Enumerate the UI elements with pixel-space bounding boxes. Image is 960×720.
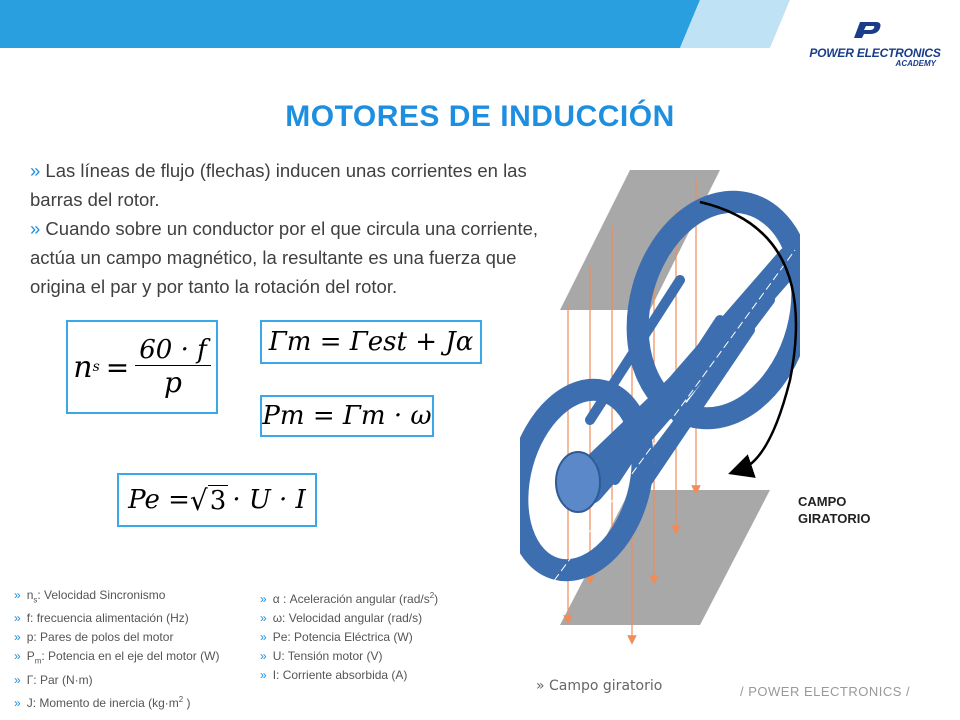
bullet-marker: » [14,649,21,664]
legend-text: U: Tensión motor (V) [272,649,383,663]
bullet-marker: » [14,630,21,645]
bullet-marker: » [30,160,41,181]
legend-item [14,628,264,647]
rotor-diagram [520,160,800,660]
legend-rest: : Potencia en el eje del motor (W) [41,649,220,664]
formula-ns-fraction [135,335,211,399]
brand-logo [800,18,950,74]
legend-item [14,671,264,690]
formula-ns-lhs: n [73,349,93,385]
legend-text: P [26,649,35,664]
legend-item [14,690,264,713]
legend-item [260,647,490,666]
legend-text: f: frecuencia alimentación (Hz) [26,611,189,626]
diagram-label: CAMPO GIRATORIO [798,494,871,526]
bullet-marker: » [260,649,267,663]
formula-synchronous-speed [66,320,218,414]
slide-caption: » Campo giratorio [536,678,663,694]
legend-item [14,609,264,628]
bullet-marker: » [260,611,267,625]
legend-text: α : Aceleración angular (rad/s [272,592,430,606]
paragraph-1-text: Las líneas de flujo (flechas) inducen unas corrientes en las barras del rotor. [30,160,527,210]
formula-ns-eq: = [105,350,130,384]
legend-text: J: Momento de inercia (kg·m [26,695,179,710]
bullet-marker: » [260,630,267,644]
legend-sup: 2 [178,694,184,704]
legend-sub: s [33,595,38,605]
legend-sub: m [34,656,42,666]
formula-pe-root: 3 [209,485,227,516]
bullet-marker: » [14,588,21,602]
body-text [30,156,545,301]
bullet-marker: » [14,672,21,687]
legend-text: Pe: Potencia Eléctrica (W) [272,630,413,644]
legend-item [260,609,490,628]
legend-rest: : Velocidad Sincronismo [37,588,166,602]
legend-item [260,666,490,685]
footer-brand: / POWER ELECTRONICS / [740,684,911,699]
legend-item [14,647,264,670]
legend-rest: ) [183,695,191,710]
legend-sup: 2 [429,591,435,600]
formula-ns-sub: s [92,359,100,375]
legend-item [260,586,490,609]
formula-ns-numerator: 60 · f [135,335,211,366]
paragraph-2 [30,214,545,301]
legend-text: p: Pares de polos del motor [26,630,174,645]
formula-ns-denominator: p [164,366,182,399]
legend-text: ω: Velocidad angular (rad/s) [272,611,423,625]
formula-torque: Γm = Γest + Jα [260,320,482,364]
sqrt-icon: √ [189,483,208,517]
formula-pe-lhs: Pe = [128,485,190,515]
legend-item [14,586,264,609]
bullet-marker: » [30,218,41,239]
legend-text: Γ: Par (N·m) [26,672,93,687]
formula-pe-rest: · U · I [232,485,306,515]
legend-text: n [26,588,34,602]
bullet-marker: » [260,668,267,682]
legend-item [260,628,490,647]
bullet-marker: » [260,592,267,606]
legend-right [260,586,490,685]
legend-text: I: Corriente absorbida (A) [272,668,408,682]
legend-rest: ) [434,592,439,606]
shaft-end [556,452,600,512]
legend-left [14,586,264,713]
paragraph-1 [30,156,545,214]
brand-sub: ACADEMY [895,59,936,68]
banner-dark-stripe [0,0,700,48]
paragraph-2-text: Cuando sobre un conductor por el que circula una corriente, actúa un campo magnético, la resultante es una fuerza que origina el par y por tanto la rotación del rotor. [30,218,539,297]
bullet-marker: » [14,611,21,626]
formula-electrical-power [117,473,317,527]
formula-mechanical-power: Pm = Γm · ω [260,395,434,437]
logo-mark-icon [850,18,886,42]
page-title: MOTORES DE INDUCCIÓN [285,100,675,133]
bullet-marker: » [14,695,21,710]
brand-name: POWER ELECTRONICS [809,46,941,60]
